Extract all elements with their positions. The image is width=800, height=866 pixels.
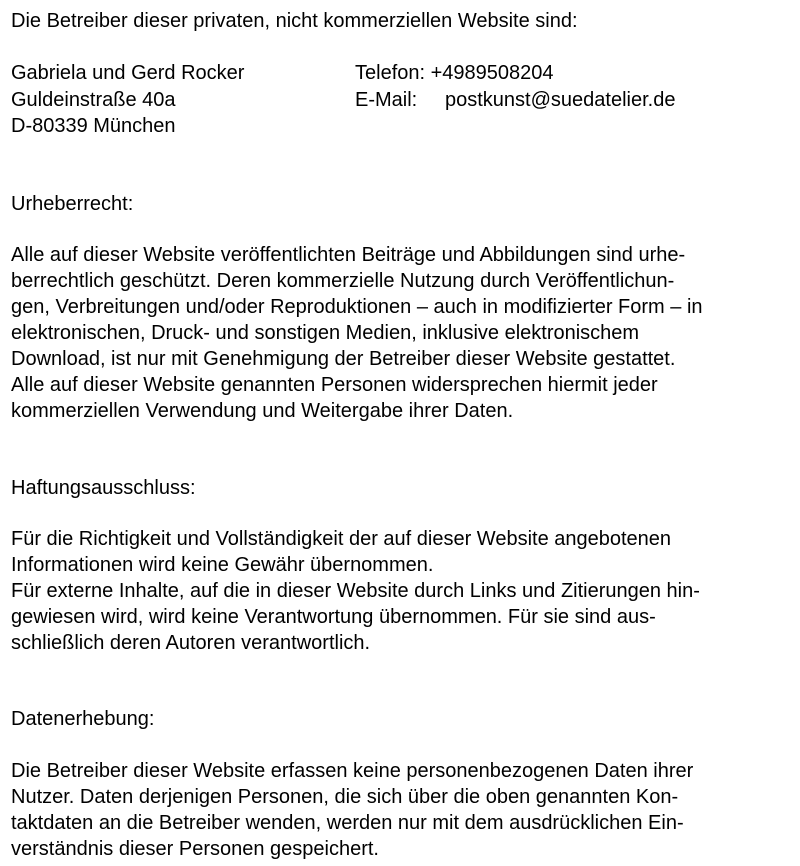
- intro-text: Die Betreiber dieser privaten, nicht kommerziellen Website sind:: [11, 10, 578, 32]
- paragraph-line: elektronischen, Druck- und sonstigen Medien, inklusive elektronischem: [11, 322, 640, 344]
- paragraph-line: Nutzer. Daten derjenigen Personen, die sich über die oben genannten Kon-: [11, 786, 679, 808]
- paragraph-line: Alle auf dieser Website veröffentlichten Beiträge und Abbildungen sind urhe-: [11, 244, 686, 266]
- street-address: Guldeinstraße 40a: [11, 89, 176, 111]
- email-label: E-Mail:: [355, 89, 418, 111]
- section-heading-copyright: Urheberrecht:: [11, 193, 134, 215]
- paragraph-line: Informationen wird keine Gewähr übernommen.: [11, 554, 434, 576]
- paragraph-line: verständnis dieser Personen gespeichert.: [11, 838, 379, 860]
- city-address: D-80339 München: [11, 115, 176, 137]
- paragraph-line: Download, ist nur mit Genehmigung der Betreiber dieser Website gestattet.: [11, 348, 676, 370]
- paragraph-line: schließlich deren Autoren verantwortlich.: [11, 632, 371, 654]
- paragraph-line: Alle auf dieser Website genannten Personen widersprechen hiermit jeder: [11, 374, 658, 396]
- paragraph-line: Für externe Inhalte, auf die in dieser Website durch Links und Zitierungen hin-: [11, 580, 700, 602]
- paragraph-line: Für die Richtigkeit und Vollständigkeit der auf dieser Website angebotenen: [11, 528, 672, 550]
- section-heading-data-collection: Datenerhebung:: [11, 708, 155, 730]
- paragraph-line: gen, Verbreitungen und/oder Reproduktionen – auch in modifizierter Form – in: [11, 296, 703, 318]
- email-address[interactable]: postkunst@suedatelier.de: [445, 89, 676, 111]
- paragraph-line: Die Betreiber dieser Website erfassen keine personenbezogenen Daten ihrer: [11, 760, 694, 782]
- phone-number: Telefon: +4989508204: [355, 62, 554, 84]
- paragraph-line: gewiesen wird, wird keine Verantwortung übernommen. Für sie sind aus-: [11, 606, 656, 628]
- operator-name: Gabriela und Gerd Rocker: [11, 62, 245, 84]
- paragraph-line: berrechtlich geschützt. Deren kommerzielle Nutzung durch Veröffentlichun-: [11, 270, 675, 292]
- paragraph-line: taktdaten an die Betreiber wenden, werden nur mit dem ausdrücklichen Ein-: [11, 812, 684, 834]
- paragraph-line: kommerziellen Verwendung und Weitergabe ihrer Daten.: [11, 400, 514, 422]
- section-heading-liability: Haftungsausschluss:: [11, 477, 196, 499]
